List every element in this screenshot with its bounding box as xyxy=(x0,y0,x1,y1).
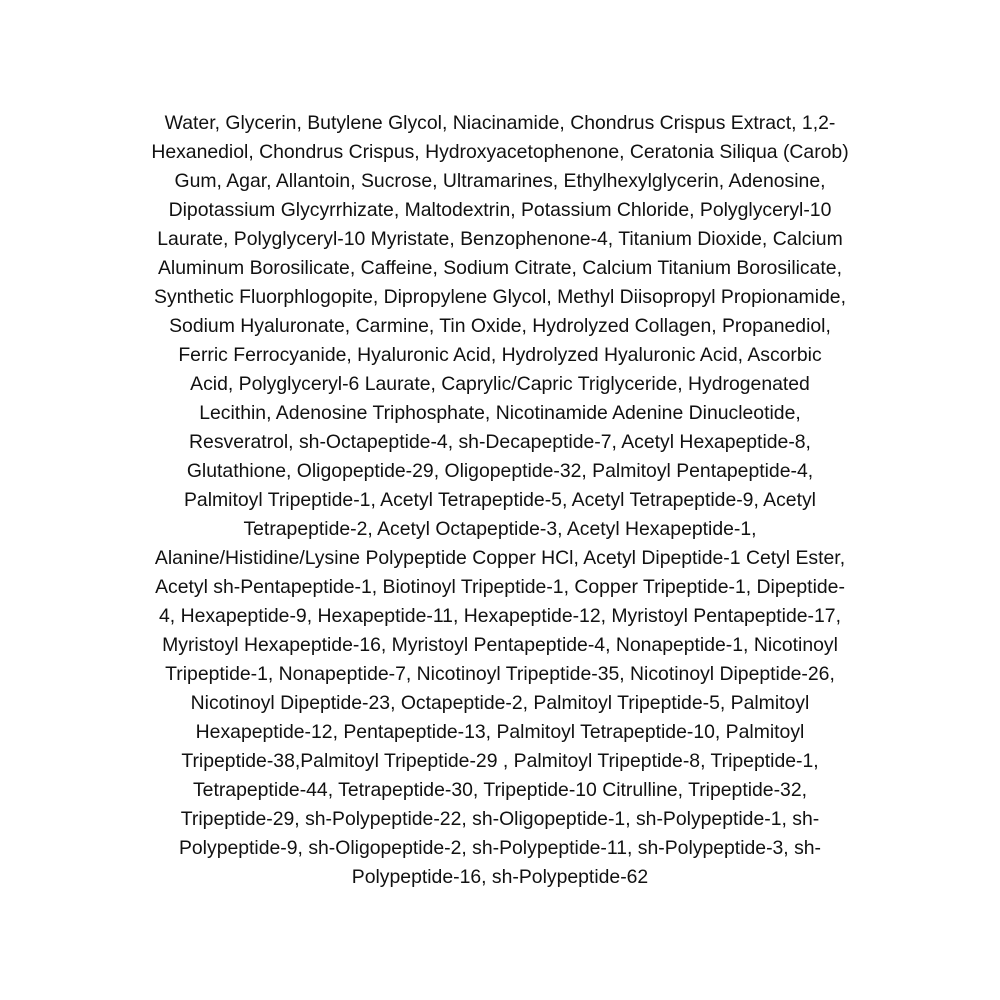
ingredient-line: Hexanediol, Chondrus Crispus, Hydroxyacetophenone, Ceratonia Siliqua (Carob) xyxy=(151,141,849,163)
ingredient-line: Water, Glycerin, Butylene Glycol, Niacinamide, Chondrus Crispus Extract, 1,2- xyxy=(164,112,836,134)
ingredient-line: Resveratrol, sh-Octapeptide-4, sh-Decapeptide-7, Acetyl Hexapeptide-8, xyxy=(189,431,811,453)
ingredient-line: Tetrapeptide-2, Acetyl Octapeptide-3, Acetyl Hexapeptide-1, xyxy=(243,518,757,540)
ingredient-line: Sodium Hyaluronate, Carmine, Tin Oxide, Hydrolyzed Collagen, Propanediol, xyxy=(169,315,831,337)
ingredient-line: Laurate, Polyglyceryl-10 Myristate, Benzophenone-4, Titanium Dioxide, Calcium xyxy=(157,228,843,250)
ingredient-line: Glutathione, Oligopeptide-29, Oligopeptide-32, Palmitoyl Pentapeptide-4, xyxy=(186,460,814,482)
ingredient-list xyxy=(0,109,1000,892)
ingredient-line: 4, Hexapeptide-9, Hexapeptide-11, Hexapeptide-12, Myristoyl Pentapeptide-17, xyxy=(159,605,841,627)
ingredient-line: Myristoyl Hexapeptide-16, Myristoyl Pentapeptide-4, Nonapeptide-1, Nicotinoyl xyxy=(162,634,838,656)
ingredient-line: Synthetic Fluorphlogopite, Dipropylene Glycol, Methyl Diisopropyl Propionamide, xyxy=(154,286,846,308)
ingredient-line: Polypeptide-9, sh-Oligopeptide-2, sh-Polypeptide-11, sh-Polypeptide-3, sh- xyxy=(178,837,822,859)
ingredient-line: Lecithin, Adenosine Triphosphate, Nicotinamide Adenine Dinucleotide, xyxy=(199,402,801,424)
ingredient-line: Aluminum Borosilicate, Caffeine, Sodium Citrate, Calcium Titanium Borosilicate, xyxy=(158,257,842,279)
ingredient-line: Ferric Ferrocyanide, Hyaluronic Acid, Hydrolyzed Hyaluronic Acid, Ascorbic xyxy=(178,344,822,366)
ingredient-line: Gum, Agar, Allantoin, Sucrose, Ultramarines, Ethylhexylglycerin, Adenosine, xyxy=(174,170,826,192)
ingredient-line: Acid, Polyglyceryl-6 Laurate, Caprylic/Capric Triglyceride, Hydrogenated xyxy=(190,373,810,395)
ingredient-line: Tripeptide-1, Nonapeptide-7, Nicotinoyl Tripeptide-35, Nicotinoyl Dipeptide-26, xyxy=(165,663,835,685)
ingredient-line: Hexapeptide-12, Pentapeptide-13, Palmitoyl Tetrapeptide-10, Palmitoyl xyxy=(195,721,805,743)
ingredient-line: Tripeptide-29, sh-Polypeptide-22, sh-Oligopeptide-1, sh-Polypeptide-1, sh- xyxy=(180,808,820,830)
ingredient-line: Palmitoyl Tripeptide-1, Acetyl Tetrapeptide-5, Acetyl Tetrapeptide-9, Acetyl xyxy=(184,489,816,511)
ingredient-line: Dipotassium Glycyrrhizate, Maltodextrin, Potassium Chloride, Polyglyceryl-10 xyxy=(168,199,832,221)
ingredient-line: Tripeptide-38,Palmitoyl Tripeptide-29 , Palmitoyl Tripeptide-8, Tripeptide-1, xyxy=(181,750,819,772)
ingredient-line: Acetyl sh-Pentapeptide-1, Biotinoyl Tripeptide-1, Copper Tripeptide-1, Dipeptide- xyxy=(155,576,845,598)
ingredient-line: Polypeptide-16, sh-Polypeptide-62 xyxy=(351,866,649,888)
ingredient-line: Tetrapeptide-44, Tetrapeptide-30, Tripeptide-10 Citrulline, Tripeptide-32, xyxy=(192,779,808,801)
ingredient-line: Alanine/Histidine/Lysine Polypeptide Copper HCl, Acetyl Dipeptide-1 Cetyl Ester, xyxy=(154,547,846,569)
ingredient-line: Nicotinoyl Dipeptide-23, Octapeptide-2, Palmitoyl Tripeptide-5, Palmitoyl xyxy=(190,692,810,714)
